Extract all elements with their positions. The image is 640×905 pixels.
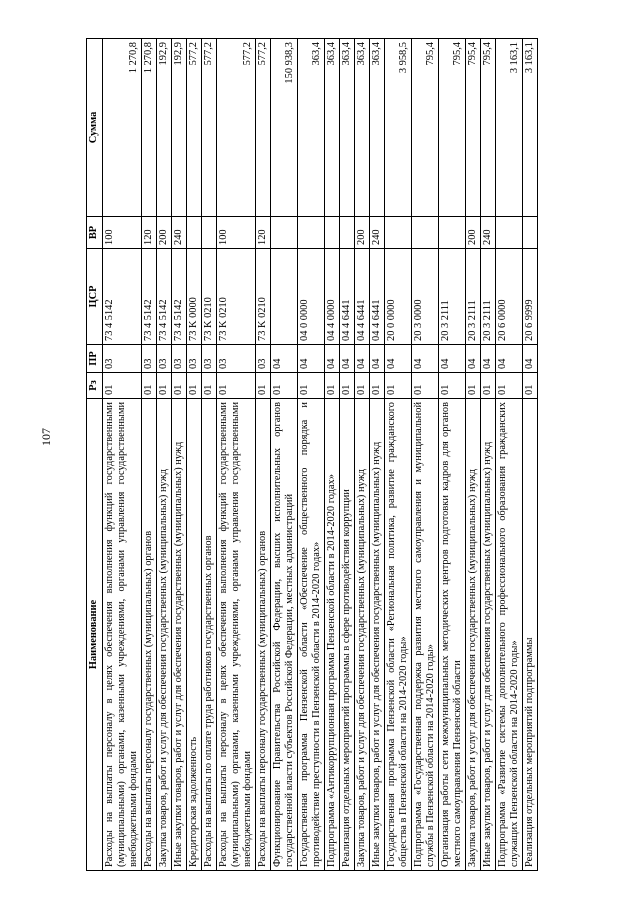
cell-rz: 01 — [103, 373, 142, 399]
cell-sum: 3 163,1 — [523, 39, 538, 217]
cell-vr — [187, 217, 202, 249]
cell-pr: 04 — [340, 345, 355, 373]
header-sum: Сумма — [87, 39, 103, 217]
cell-csr: 04 0 0000 — [298, 249, 325, 345]
cell-sum: 795,4 — [481, 39, 496, 217]
budget-table — [86, 38, 538, 871]
cell-sum: 363,4 — [325, 39, 340, 217]
cell-csr: 04 4 0000 — [325, 249, 340, 345]
cell-pr: 03 — [157, 345, 172, 373]
table-row — [103, 39, 142, 871]
cell-sum: 192,9 — [157, 39, 172, 217]
cell-sum: 192,9 — [172, 39, 187, 217]
cell-pr: 03 — [103, 345, 142, 373]
cell-sum: 577,2 — [256, 39, 271, 217]
header-vr: ВР — [87, 217, 103, 249]
cell-rz: 01 — [157, 373, 172, 399]
table-row — [187, 39, 202, 871]
cell-name: Организация работы сети межмуниципальных методических центров подготовки кадров для органов местного самоуправления Пензенской области — [439, 399, 466, 871]
cell-sum: 577,2 — [202, 39, 217, 217]
cell-name: Закупка товаров, работ и услуг для обеспечения государственных (муниципальных) нужд — [157, 399, 172, 871]
cell-csr: 20 3 0000 — [412, 249, 439, 345]
cell-vr: 200 — [157, 217, 172, 249]
cell-sum: 3 958,5 — [385, 39, 412, 217]
table-row — [256, 39, 271, 871]
cell-pr: 04 — [355, 345, 370, 373]
table-row — [481, 39, 496, 871]
page-number: 107 — [39, 428, 53, 446]
table-row — [298, 39, 325, 871]
cell-name: Функционирование Правительства Российской Федерации, высших исполнительных органов государственной власти субъектов Российской Федерации, местных администраций — [271, 399, 298, 871]
cell-vr — [271, 217, 298, 249]
cell-vr: 100 — [217, 217, 256, 249]
cell-rz: 01 — [217, 373, 256, 399]
cell-name: Иные закупки товаров, работ и услуг для обеспечения государственных (муниципальных) нужд — [172, 399, 187, 871]
header-pr: ПР — [87, 345, 103, 373]
cell-vr: 240 — [481, 217, 496, 249]
table-row — [172, 39, 187, 871]
cell-vr: 200 — [355, 217, 370, 249]
cell-name: Государственная программа Пензенской области «Региональная политика, развитие гражданского общества в Пензенской области на 2014-2020 годы» — [385, 399, 412, 871]
cell-csr: 20 6 0000 — [496, 249, 523, 345]
cell-vr — [523, 217, 538, 249]
cell-csr: 73 4 5142 — [103, 249, 142, 345]
cell-rz: 01 — [202, 373, 217, 399]
cell-rz: 01 — [481, 373, 496, 399]
cell-csr: 04 4 6441 — [370, 249, 385, 345]
cell-rz: 01 — [523, 373, 538, 399]
header-rz: Рз — [87, 373, 103, 399]
cell-pr: 04 — [466, 345, 481, 373]
table-row — [202, 39, 217, 871]
cell-pr: 03 — [172, 345, 187, 373]
cell-name: Расходы на выплаты персоналу в целях обеспечения выполнения функций государственными (муниципальными) органами, казенными учреждениями, органами управления государственными внебюджетными фондами — [103, 399, 142, 871]
cell-pr: 04 — [298, 345, 325, 373]
cell-csr: 73 K 0210 — [217, 249, 256, 345]
table-row — [340, 39, 355, 871]
cell-vr — [385, 217, 412, 249]
table-row — [157, 39, 172, 871]
cell-pr: 04 — [271, 345, 298, 373]
cell-csr: 04 4 6441 — [340, 249, 355, 345]
cell-name: Расходы на выплаты по оплате труда работников государственных органов — [202, 399, 217, 871]
cell-sum: 795,4 — [412, 39, 439, 217]
cell-csr: 73 4 5142 — [157, 249, 172, 345]
cell-sum: 795,4 — [466, 39, 481, 217]
cell-sum: 1 270,8 — [142, 39, 157, 217]
cell-pr: 04 — [439, 345, 466, 373]
cell-csr: 73 4 5142 — [142, 249, 157, 345]
table-row — [142, 39, 157, 871]
cell-vr: 120 — [256, 217, 271, 249]
cell-sum: 3 163,1 — [496, 39, 523, 217]
cell-pr: 04 — [385, 345, 412, 373]
table-header-row — [87, 39, 103, 871]
cell-pr: 03 — [187, 345, 202, 373]
table-body — [103, 39, 538, 871]
table-row — [385, 39, 412, 871]
cell-csr: 73 K 0210 — [202, 249, 217, 345]
cell-vr — [340, 217, 355, 249]
cell-vr: 240 — [370, 217, 385, 249]
cell-csr: 20 3 2111 — [439, 249, 466, 345]
header-name: Наименование — [87, 399, 103, 871]
cell-vr: 200 — [466, 217, 481, 249]
cell-pr: 03 — [217, 345, 256, 373]
cell-csr: 73 4 5142 — [172, 249, 187, 345]
cell-vr — [202, 217, 217, 249]
cell-csr: 73 K 0210 — [256, 249, 271, 345]
cell-vr — [439, 217, 466, 249]
cell-rz: 01 — [385, 373, 412, 399]
cell-name: Кредиторская задолженность — [187, 399, 202, 871]
cell-name: Расходы на выплаты персоналу государственных (муниципальных) органов — [142, 399, 157, 871]
table-row — [466, 39, 481, 871]
cell-name: Расходы на выплаты персоналу государственных (муниципальных) органов — [256, 399, 271, 871]
cell-csr: 20 3 2111 — [466, 249, 481, 345]
cell-pr: 03 — [256, 345, 271, 373]
cell-pr: 04 — [481, 345, 496, 373]
cell-rz: 01 — [340, 373, 355, 399]
table-row — [523, 39, 538, 871]
cell-pr: 04 — [325, 345, 340, 373]
cell-name: Государственная программа Пензенской области «Обеспечение общественного порядка и противодействие преступности в Пензенской области в 2014-2020 годах» — [298, 399, 325, 871]
cell-sum: 363,4 — [298, 39, 325, 217]
table-row — [271, 39, 298, 871]
cell-name: Закупка товаров, работ и услуг для обеспечения государственных (муниципальных) нужд — [355, 399, 370, 871]
cell-name: Иные закупки товаров, работ и услуг для обеспечения государственных (муниципальных) нужд — [370, 399, 385, 871]
budget-table-rotated — [86, 39, 604, 871]
cell-rz: 01 — [466, 373, 481, 399]
cell-pr: 03 — [142, 345, 157, 373]
cell-vr: 120 — [142, 217, 157, 249]
table-row — [325, 39, 340, 871]
cell-name: Подпрограмма «Развитие системы дополнительного профессионального образования гражданских служащих Пензенской области на 2014-2020 годы» — [496, 399, 523, 871]
cell-rz: 01 — [298, 373, 325, 399]
cell-csr: 20 6 9999 — [523, 249, 538, 345]
cell-pr: 04 — [412, 345, 439, 373]
cell-sum: 363,4 — [370, 39, 385, 217]
cell-sum: 150 938,3 — [271, 39, 298, 217]
cell-name: Расходы на выплаты персоналу в целях обеспечения выполнения функций государственными (муниципальными) органами, казенными учреждениями, органами управления государственными внебюджетными фондами — [217, 399, 256, 871]
cell-name: Подпрограмма «Государственная поддержка развития местного самоуправления и муниципальной службы в Пензенской области на 2014-2020 годы» — [412, 399, 439, 871]
cell-rz: 01 — [187, 373, 202, 399]
cell-name: Реализация отдельных мероприятий подпрограммы — [523, 399, 538, 871]
cell-pr: 04 — [370, 345, 385, 373]
table-row — [217, 39, 256, 871]
cell-rz: 01 — [325, 373, 340, 399]
cell-rz: 01 — [439, 373, 466, 399]
cell-vr: 240 — [172, 217, 187, 249]
table-row — [412, 39, 439, 871]
cell-rz: 01 — [256, 373, 271, 399]
cell-pr: 04 — [496, 345, 523, 373]
cell-csr: 04 4 6441 — [355, 249, 370, 345]
cell-vr — [412, 217, 439, 249]
cell-name: Реализация отдельных мероприятий программы в сфере противодействия коррупции — [340, 399, 355, 871]
cell-rz: 01 — [271, 373, 298, 399]
cell-pr: 04 — [523, 345, 538, 373]
table-row — [370, 39, 385, 871]
cell-csr: 73 K 0000 — [187, 249, 202, 345]
cell-csr: 20 0 0000 — [385, 249, 412, 345]
cell-rz: 01 — [355, 373, 370, 399]
table-row — [496, 39, 523, 871]
table-row — [355, 39, 370, 871]
cell-name: Подпрограмма «Антикоррупционная программа Пензенской области в 2014-2020 годах» — [325, 399, 340, 871]
cell-sum: 363,4 — [355, 39, 370, 217]
table-row — [439, 39, 466, 871]
cell-rz: 01 — [496, 373, 523, 399]
cell-rz: 01 — [412, 373, 439, 399]
cell-vr: 100 — [103, 217, 142, 249]
cell-vr — [325, 217, 340, 249]
cell-sum: 795,4 — [439, 39, 466, 217]
cell-vr — [496, 217, 523, 249]
cell-csr: 20 3 2111 — [481, 249, 496, 345]
cell-pr: 03 — [202, 345, 217, 373]
cell-name: Иные закупки товаров, работ и услуг для обеспечения государственных (муниципальных) нужд — [481, 399, 496, 871]
cell-rz: 01 — [370, 373, 385, 399]
cell-rz: 01 — [172, 373, 187, 399]
cell-rz: 01 — [142, 373, 157, 399]
cell-vr — [298, 217, 325, 249]
header-csr: ЦСР — [87, 249, 103, 345]
cell-sum: 577,2 — [217, 39, 256, 217]
cell-sum: 1 270,8 — [103, 39, 142, 217]
cell-name: Закупка товаров, работ и услуг для обеспечения государственных (муниципальных) нужд — [466, 399, 481, 871]
cell-sum: 363,4 — [340, 39, 355, 217]
cell-sum: 577,2 — [187, 39, 202, 217]
cell-csr — [271, 249, 298, 345]
